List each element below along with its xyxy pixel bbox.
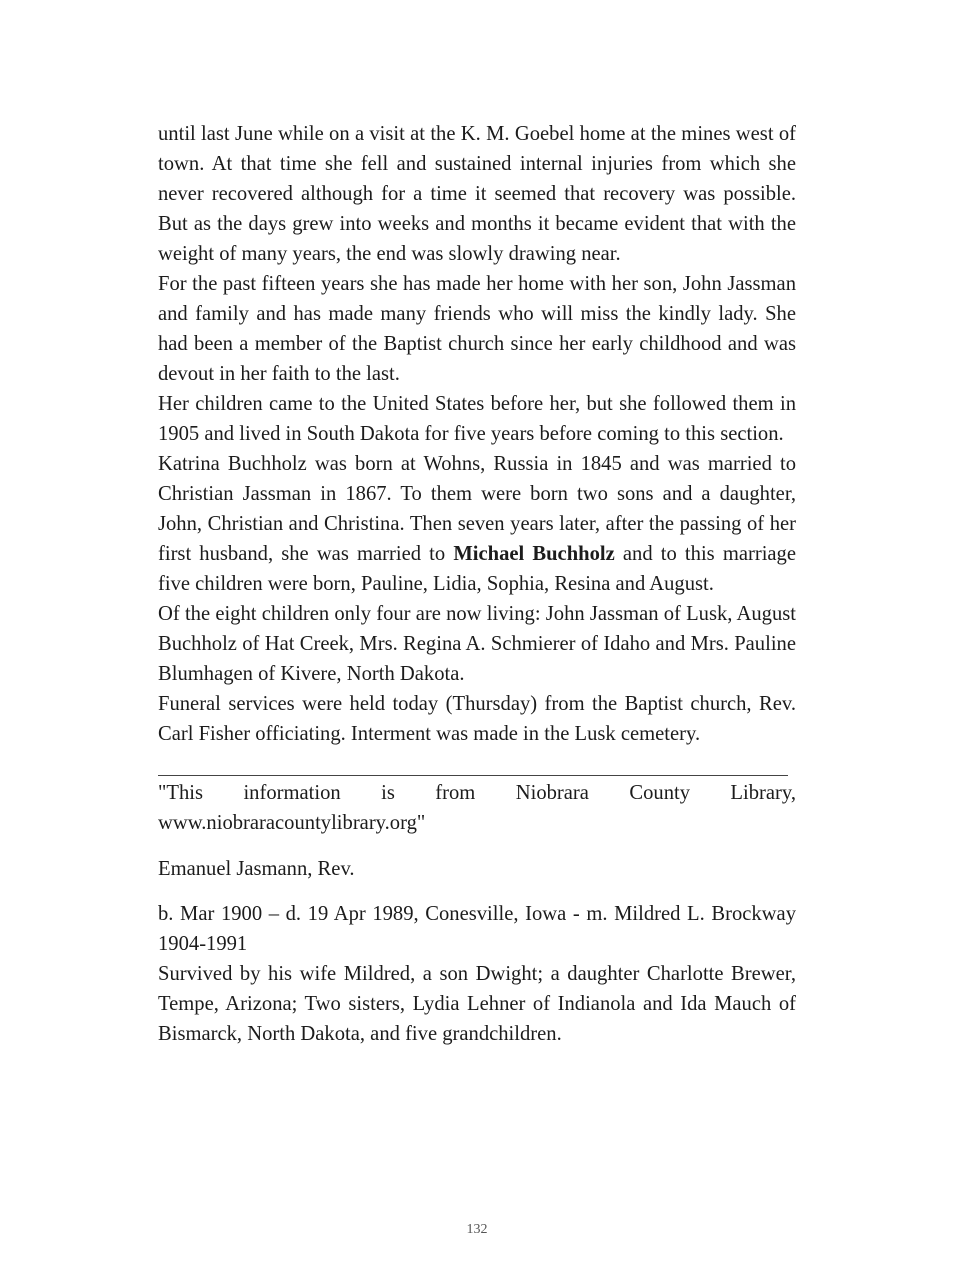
obituary-paragraph-1: until last June while on a visit at the K. M. Goebel home at the mines west of town. At that time she fell and sustained internal injuries from which she never recovered although for a time it seemed that recovery was possible. But as the days grew into weeks and months it became evident that with the weight of many years, the end was slowly drawing near. xyxy=(158,123,796,265)
page-number: 132 xyxy=(466,1222,488,1237)
entry-name: Emanuel Jasmann, Rev. xyxy=(158,858,355,880)
source-note xyxy=(158,778,796,838)
obituary-paragraph-5: Of the eight children only four are now living: John Jassman of Lusk, August Buchholz of Hat Creek, Mrs. Regina A. Schmierer of Idaho and Mrs. Pauline Blumhagen of Kivere, North Dakota. xyxy=(158,603,796,685)
obituary-paragraph-3: Her children came to the United States before her, but she followed them in 1905 and lived in South Dakota for five years before coming to this section. xyxy=(158,393,796,445)
section-divider xyxy=(158,775,788,776)
obituary-paragraph-4 xyxy=(158,449,796,599)
source-note-line-2: www.niobraracountylibrary.org" xyxy=(158,812,426,834)
obituary-paragraph-4-text-a: Katrina Buchholz was born at Wohns, Russia in 1845 and was married to Christian Jassman in 1867. To them were born two sons and a daughter, John, Christian and Christina. Then seven years later, after the passing of her first husband, she was married to xyxy=(158,453,796,565)
page-body xyxy=(158,119,796,1049)
spouse-name-bold: Michael Buchholz xyxy=(453,543,615,565)
source-note-line-1: "This information is from Niobrara County Library, xyxy=(158,782,796,804)
entry-vitals: b. Mar 1900 – d. 19 Apr 1989, Conesville, Iowa - m. Mildred L. Brockway 1904-1991 xyxy=(158,903,796,955)
obituary-paragraph-6: Funeral services were held today (Thursday) from the Baptist church, Rev. Carl Fisher officiating. Interment was made in the Lusk cemetery. xyxy=(158,693,796,745)
obituary-paragraph-2: For the past fifteen years she has made her home with her son, John Jassman and family and has made many friends who will miss the kindly lady. She had been a member of the Baptist church since her early childhood and was devout in her faith to the last. xyxy=(158,273,796,385)
entry-survivors: Survived by his wife Mildred, a son Dwight; a daughter Charlotte Brewer, Tempe, Arizona; Two sisters, Lydia Lehner of Indianola and Ida Mauch of Bismarck, North Dakota, and five grandchildren. xyxy=(158,963,796,1045)
obituary-paragraph-4-text-b: and to this marriage five children were born, Pauline, Lidia, Sophia, Resina and August. xyxy=(158,543,796,595)
